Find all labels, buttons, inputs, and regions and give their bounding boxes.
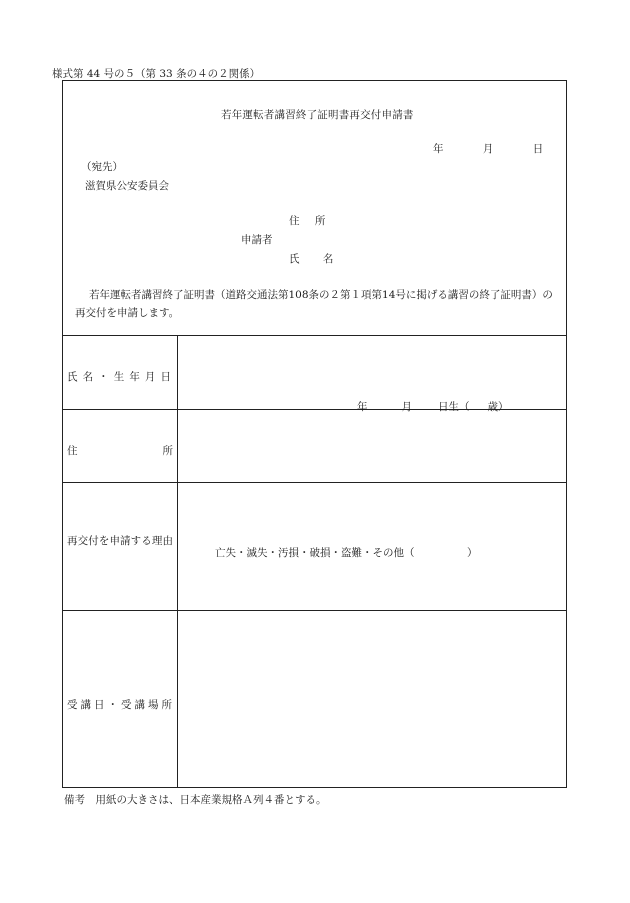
row-label-name-birthdate: 氏名・生年月日 — [67, 371, 173, 383]
age-label: 歳） — [487, 401, 509, 413]
row-label-course-date-place: 受講日・受講場所 — [67, 699, 173, 711]
applicant-name-label: 氏 名 — [289, 253, 344, 265]
document-title: 若年運転者講習終了証明書再交付申請書 — [221, 109, 414, 121]
application-form — [62, 80, 567, 788]
form-number: 様式第 44 号の５（第 33 条の４の２関係） — [52, 68, 261, 80]
applicant-address-label: 住 所 — [289, 215, 332, 227]
addressee-name: 滋賀県公安委員会 — [85, 180, 169, 192]
date-day-label: 日 — [532, 143, 544, 155]
section-divider — [63, 335, 566, 336]
request-statement: 若年運転者講習終了証明書（道路交通法第108条の２第１項第14号に掲げる講習の終了証明書）の再交付を申請します。 — [75, 289, 553, 319]
date-year-label: 年 — [433, 143, 444, 155]
birth-year-label: 年 — [357, 401, 368, 413]
row-divider — [63, 482, 566, 483]
column-divider — [177, 335, 178, 787]
date-month-label: 月 — [482, 143, 494, 155]
row-label-reason: 再交付を申請する理由 — [67, 535, 173, 547]
reason-options: 亡失・滅失・汚損・破損・盗難・その他（ ） — [215, 547, 478, 559]
birthdate-age-field — [357, 399, 509, 414]
row-divider — [63, 610, 566, 611]
birth-month-label: 月 — [401, 401, 412, 413]
applicant-label: 申請者 — [241, 234, 273, 246]
date-line — [433, 141, 543, 156]
footnote: 備考 用紙の大きさは、日本産業規格Ａ列４番とする。 — [64, 794, 327, 806]
birth-day-label: 日生（ — [438, 401, 470, 413]
addressee-label: （宛先） — [81, 161, 123, 173]
row-label-address: 住所 — [67, 445, 173, 457]
